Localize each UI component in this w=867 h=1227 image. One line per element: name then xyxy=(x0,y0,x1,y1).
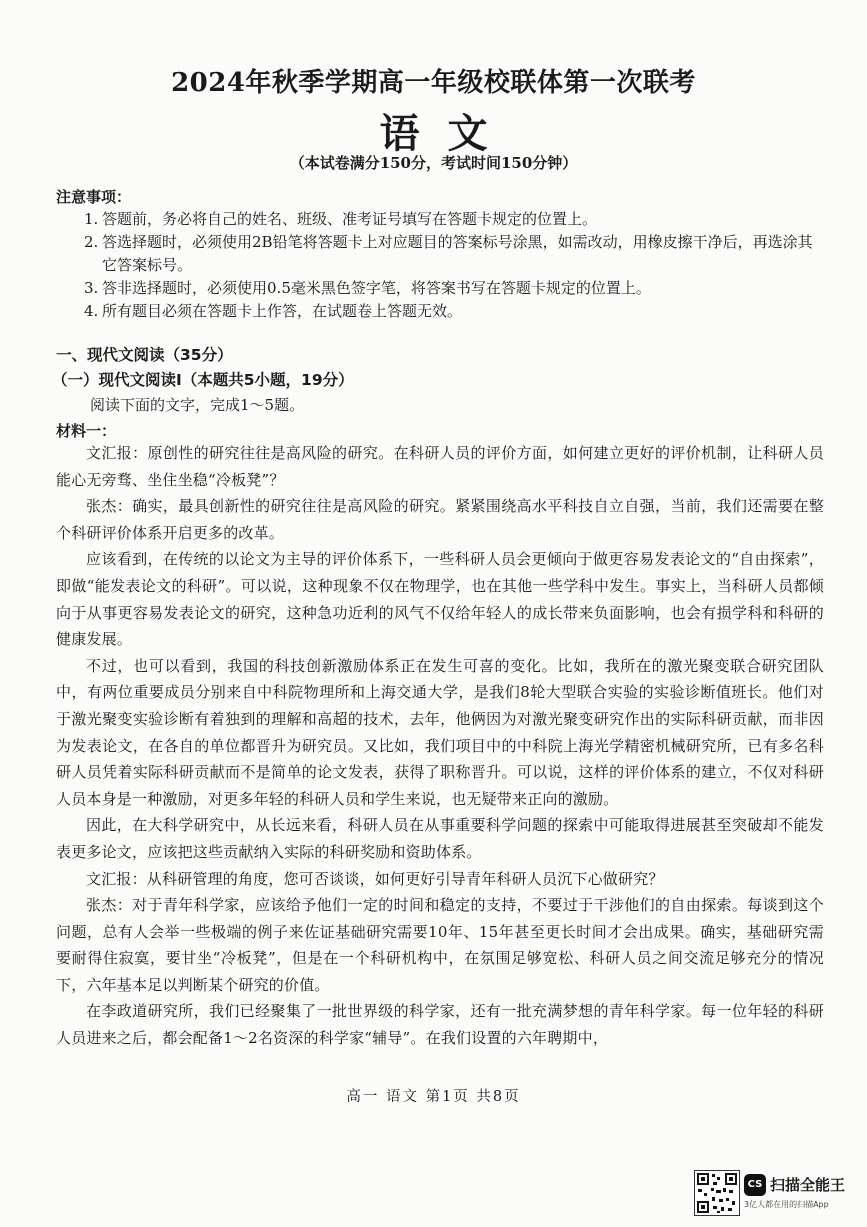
watermark-name: 扫描全能王 xyxy=(770,1176,846,1194)
notice-list xyxy=(84,208,824,323)
passage-paragraph: 文汇报：原创性的研究往往是高风险的研究。在科研人员的评价方面，如何建立更好的评价机制，让科研人员能心无旁骛、坐住坐稳“冷板凳”？ xyxy=(56,444,824,489)
watermark-tagline: 3亿人都在用的扫描App xyxy=(744,1200,829,1209)
reading-passage xyxy=(56,440,824,1052)
camscanner-logo-icon: CS xyxy=(744,1174,766,1196)
notice-item: 1. 答题前，务必将自己的姓名、班级、准考证号填写在答题卡规定的位置上。 xyxy=(84,210,598,228)
page-footer: 高一 语文 第1页 共8页 xyxy=(346,1089,521,1105)
qr-code-icon xyxy=(694,1170,740,1216)
passage-paragraph: 文汇报：从科研管理的角度，您可否谈谈，如何更好引导青年科研人员沉下心做研究？ xyxy=(86,869,664,888)
notice-item: 4. 所有题目必须在答题卡上作答，在试题卷上答题无效。 xyxy=(84,302,463,320)
notice-heading: 注意事项： xyxy=(56,188,132,206)
passage-paragraph: 不过，也可以看到，我国的科技创新激励体系正在发生可喜的变化。比如，我所在的激光聚变联合研究团队中，有两位重要成员分别来自中科院物理所和上海交通大学，是我们8轮大型联合实验的实验诊断值班长。他们对于激光聚变实验诊断有着独到的理解和高超的技术，去年，他俩因为对激光聚变研究作出的实际科研贡献，而非因为发表论文，在各自的单位都晋升为研究员。又比如，我们项目中的中科院上海光学精密机械研究所，已有多名科研人员凭着实际科研贡献而不是简单的论文发表，获得了职称晋升。可以说，这样的评价体系的建立，不仅对科研人员本身是一种激励，对更多年轻的科研人员和学生来说，也无疑带来正向的激励。 xyxy=(56,656,824,808)
passage-paragraph: 在李政道研究所，我们已经聚集了一批世界级的科学家，还有一批充满梦想的青年科学家。每一位年轻的科研人员进来之后，都会配备1～2名资深的科学家“辅导”。在我们设置的六年聘期中， xyxy=(56,1002,824,1048)
notice-item: 2. 答选择题时，必须使用2B铅笔将答题卡上对应题目的答案标号涂黑，如需改动，用橡皮擦干净后，再选涂其它答案标号。 xyxy=(84,233,813,274)
passage-paragraph: 应该看到，在传统的以论文为主导的评价体系下，一些科研人员会更倾向于做更容易发表论文的“自由探索”，即做“能发表论文的科研”。可以说，这种现象不仅在物理学，也在其他一些学科中发生。事实上，当科研人员都倾向于从事更容易发表论文的研究，这种急功近利的风气不仅给年轻人的成长带来负面影响，也会有损学科和科研的健康发展。 xyxy=(56,550,824,649)
section-heading: 一、现代文阅读（35分） xyxy=(56,346,233,364)
exam-meta: （本试卷满分150分，考试时间150分钟） xyxy=(289,154,578,172)
notice-item: 3. 答非选择题时，必须使用0.5毫米黑色签字笔，将答案书写在答题卡规定的位置上。 xyxy=(84,279,651,297)
passage-paragraph: 因此，在大科学研究中，从长远来看，科研人员在从事重要科学问题的探索中可能取得进展甚至突破却不能发表更多论文，应该把这些贡献纳入实际的科研奖励和资助体系。 xyxy=(56,816,824,861)
reading-instruction: 阅读下面的文字，完成1～5题。 xyxy=(90,396,305,414)
passage-paragraph: 张杰：对于青年科学家，应该给予他们一定的时间和稳定的支持，不要过于干涉他们的自由探索。每谈到这个问题，总有人会举一些极端的例子来佐证基础研究需要10年、15年甚至更长时间才会出成果。确实，基础研究需要耐得住寂寞，要甘坐“冷板凳”，但是在一个科研机构中，在氛围足够宽松、科研人员之间交流足够充分的情况下，六年基本足以判断某个研究的价值。 xyxy=(56,896,824,994)
passage-paragraph: 张杰：确实，最具创新性的研究往往是高风险的研究。紧紧围绕高水平科技自立自强，当前，我们还需要在整个科研评价体系开启更多的改革。 xyxy=(56,497,824,542)
exam-title: 2024年秋季学期高一年级校联体第一次联考 xyxy=(171,68,696,98)
material-label: 材料一： xyxy=(56,422,117,440)
subsection-heading: （一）现代文阅读Ⅰ（本题共5小题，19分） xyxy=(52,371,354,389)
subject-title: 语文 xyxy=(379,111,516,157)
scanner-watermark xyxy=(744,1172,856,1214)
